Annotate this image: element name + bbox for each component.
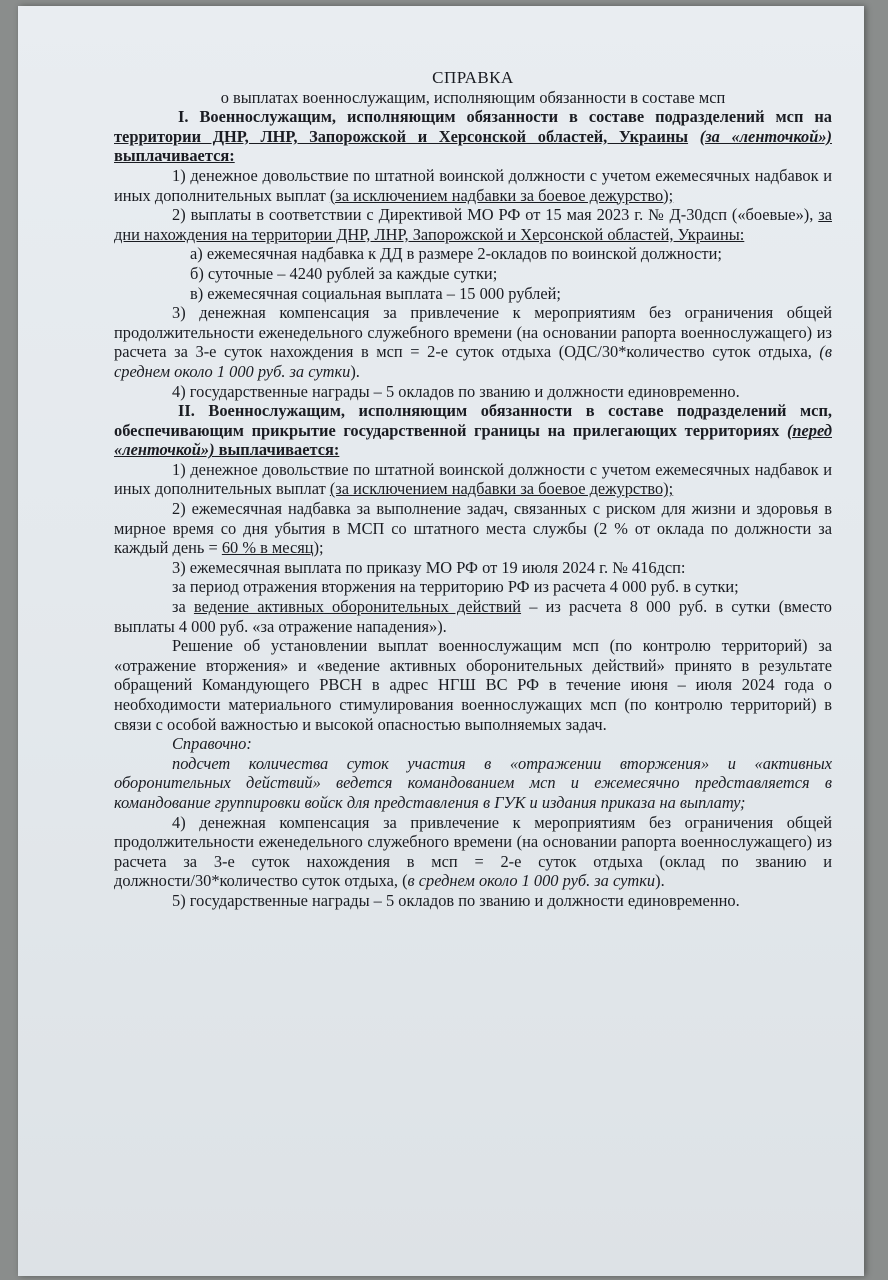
section-2-item-4-tail: ). <box>655 871 665 891</box>
section-2-item-3-line-1: за период отражения вторжения на территорию РФ из расчета 4 000 руб. в сутки; <box>172 577 739 597</box>
section-1-item-2-text: 2) выплаты в соответствии с Директивой МО РФ от 15 мая 2023 г. № Д-30дсп («боевые»), <box>172 205 819 225</box>
section-2-item-1-underlined: (за исключением надбавки за боевое дежурство); <box>329 479 674 499</box>
section-2-item-1 <box>114 460 832 499</box>
section-2-item-2-text: 2) ежемесячная надбавка за выполнение задач, связанных с риском для жизни и здоровья в мирное время со дня убытия в МСП со штатного места службы (2 % от оклада по должности за каждый день = <box>114 499 832 558</box>
section-1-item-3-italic: (в среднем около 1 000 руб. за сутки <box>114 342 832 381</box>
section-1-item-4: 4) государственные награды – 5 окладов по званию и должности единовременно. <box>172 381 740 401</box>
section-1-subitem-a: а) ежемесячная надбавка к ДД в размере 2-окладов по воинской должности; <box>190 244 722 264</box>
reference-text: подсчет количества суток участия в «отражении вторжения» и «активных оборонительных действий» ведется командованием мсп и ежемесячно представляется в командование группировки войск для представления в ГУК и издания приказа на выплату; <box>114 753 832 812</box>
section-2-item-3-line-2-tail: – из расчета 8 000 руб. в сутки (вместо выплаты 4 000 руб. «за отражение нападения»). <box>114 597 832 636</box>
section-2-item-3-line-2 <box>114 597 832 636</box>
section-2-heading-text: II. Военнослужащим, исполняющим обязанности в составе подразделений мсп, обеспечивающим прикрытие государственной границы на прилегающих территориях <box>114 401 832 440</box>
reference-heading: Справочно: <box>172 734 252 754</box>
document-body <box>114 68 832 911</box>
section-2-item-3-line-2-text: за <box>172 597 194 617</box>
section-2-heading-tail: выплачивается: <box>214 440 340 460</box>
section-1-item-3-text: 3) денежная компенсация за привлечение к мероприятиям без ограничения общей продолжительности еженедельного служебного времени (на основании рапорта военнослужащего) из расчета за 3-е суток нахождения в мсп = 2-е суток отдыха (ОДС/30*количество суток отдыха, <box>114 303 832 362</box>
section-2-heading-italic: (перед «ленточкой») <box>114 420 832 460</box>
section-2-item-4 <box>114 813 832 891</box>
section-2-item-1-text: 1) денежное довольствие по штатной воинской должности с учетом ежемесячных надбавок и иных дополнительных выплат <box>114 459 832 499</box>
decision-paragraph: Решение об установлении выплат военнослужащим мсп (по контролю территорий) за «отражение вторжения» и «ведение активных оборонительных действий» принято в результате обращений Командующего РВСН в адрес НГШ ВС РФ в течение июня – июля 2024 года о необходимости материального стимулирования военнослужащих мсп (по контролю территорий) в связи с особой важностью и высокой опасностью выполняемых задач. <box>114 636 832 734</box>
section-1-item-1-text: 1) денежное довольствие по штатной воинской должности с учетом ежемесячных надбавок и иных дополнительных выплат <box>114 165 832 205</box>
document-subtitle: о выплатах военнослужащим, исполняющим обязанности в составе мсп <box>220 87 726 107</box>
section-1-heading-underlined: территории ДНР, ЛНР, Запорожской и Херсонской областей, Украины <box>114 126 689 146</box>
section-1-item-3-tail: ). <box>350 361 360 381</box>
section-2-heading <box>114 401 832 460</box>
section-2-item-2 <box>114 499 832 558</box>
section-2-item-4-text: 4) денежная компенсация за привлечение к мероприятиям без ограничения общей продолжительности еженедельного служебного времени (на основании рапорта военнослужащего) из расчета за 3-е суток нахождения в мсп = 2-е суток отдыха (оклад по званию и должности/30*количество суток отдыха, ( <box>114 812 832 891</box>
section-2-item-3: 3) ежемесячная выплата по приказу МО РФ от 19 июля 2024 г. № 416дсп: <box>172 557 686 577</box>
section-1-subitem-b: б) суточные – 4240 рублей за каждые сутки; <box>190 263 498 283</box>
section-1-heading-tail: выплачивается: <box>114 146 235 166</box>
section-1-heading-text: I. Военнослужащим, исполняющим обязанности в составе подразделений мсп на <box>178 107 832 127</box>
section-1-item-1-underlined: (за исключением надбавки за боевое дежурство); <box>329 185 674 205</box>
section-1-heading-space <box>688 127 700 146</box>
section-2-item-3-line-2-underlined: ведение активных оборонительных действий <box>193 597 522 617</box>
document-title: СПРАВКА <box>432 68 514 87</box>
section-2-item-2-tail: ); <box>313 538 324 558</box>
section-1-item-2 <box>114 205 832 244</box>
section-1-heading-italic: (за «ленточкой») <box>699 126 832 146</box>
section-1-item-1 <box>114 166 832 205</box>
section-1-item-2-underlined: за дни нахождения на территории ДНР, ЛНР, Запорожской и Херсонской областей, Украины: <box>114 205 832 244</box>
section-2-item-4-italic: в среднем около 1 000 руб. за сутки <box>407 871 656 891</box>
section-2-item-2-underlined: 60 % в месяц <box>221 538 314 558</box>
section-1-subitem-c: в) ежемесячная социальная выплата – 15 000 рублей; <box>190 283 561 303</box>
section-1-item-3 <box>114 303 832 381</box>
section-1-heading <box>114 107 832 166</box>
section-2-item-5: 5) государственные награды – 5 окладов по званию и должности единовременно. <box>172 890 740 910</box>
document-sheet <box>18 6 864 1276</box>
